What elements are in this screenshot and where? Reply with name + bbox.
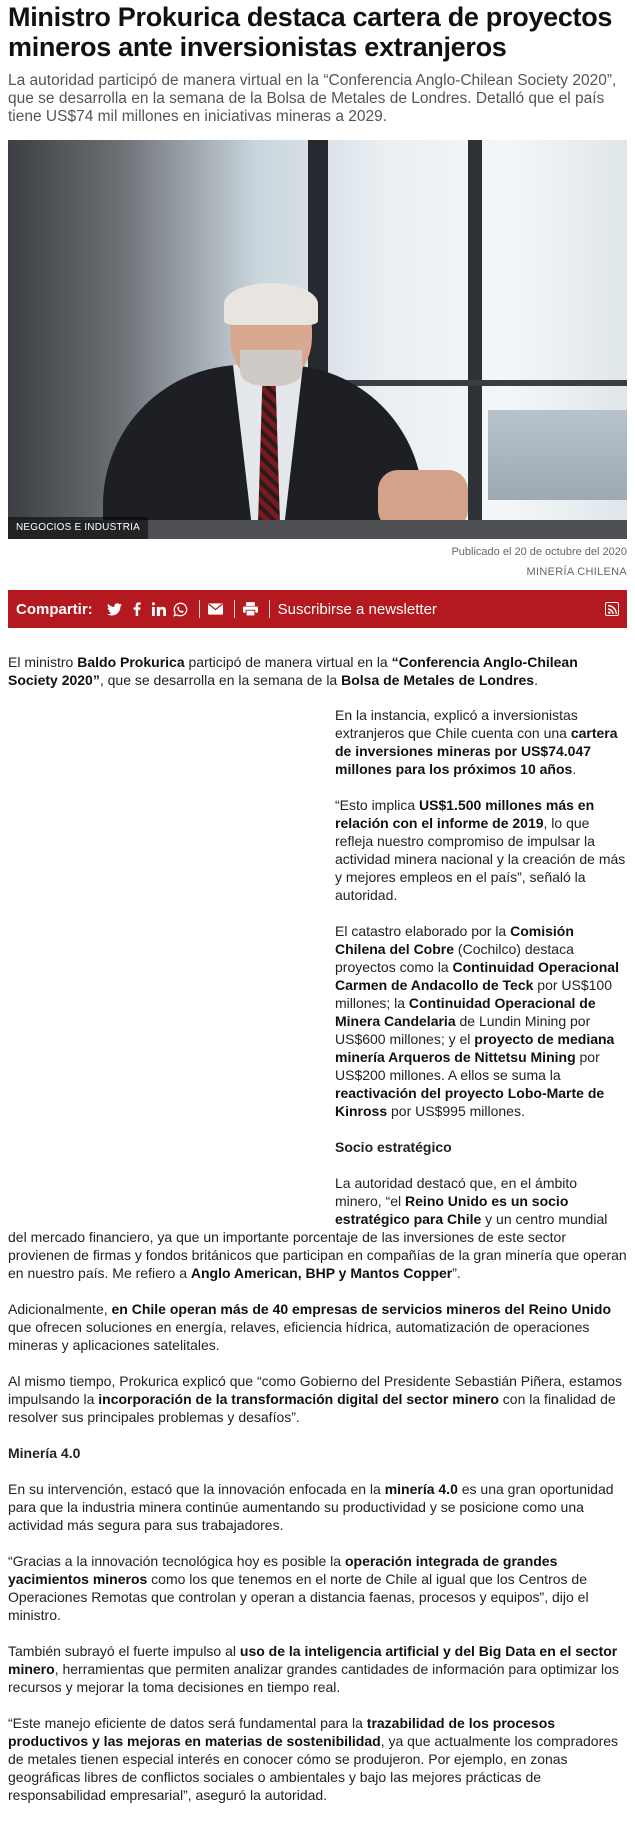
linkedin-icon[interactable] bbox=[151, 601, 167, 617]
section-heading: Socio estratégico bbox=[335, 1139, 452, 1155]
category-tag[interactable]: NEGOCIOS E INDUSTRIA bbox=[8, 517, 148, 539]
divider bbox=[199, 600, 200, 618]
paragraph-continuation: del mercado financiero, ya que un importante porcentaje de las inversiones de este sector provienen de firmas y fondos británicos que participan en compañías de la gran minería que operan en nuestro país. Me refiero a Anglo American, BHP y Mantos Copper”. bbox=[8, 1229, 627, 1281]
paragraph: El ministro Baldo Prokurica participó de manera virtual en la “Conferencia Anglo-Chilean Society 2020”, que se desarrolla en la semana de la Bolsa de Metales de Londres. bbox=[8, 654, 578, 688]
email-icon[interactable] bbox=[208, 601, 224, 617]
article-body bbox=[8, 653, 627, 1804]
twitter-icon[interactable] bbox=[107, 601, 123, 617]
newsletter-link[interactable]: Suscribirse a newsletter bbox=[277, 600, 437, 618]
lead-paragraph: La autoridad participó de manera virtual en la “Conferencia Anglo-Chilean Society 2020”, que se desarrolla en la semana de la Bolsa de Metales de Londres. Detalló que el país tiene US$74 mil millones en iniciativas mineras a 2029. bbox=[8, 72, 617, 125]
rss-icon[interactable] bbox=[605, 602, 619, 616]
paragraph: “Gracias a la innovación tecnológica hoy es posible la operación integrada de grandes yacimientos mineros como los que tenemos en el norte de Chile al igual que los Centros de Operaciones Remotas que controlan y operan a distancia faenas, procesos y equipos”, dijo el ministro. bbox=[8, 1553, 589, 1623]
share-bar bbox=[8, 590, 627, 628]
article-container bbox=[8, 0, 627, 1804]
headline: Ministro Prokurica destaca cartera de proyectos mineros ante inversionistas extranjeros bbox=[8, 2, 613, 62]
print-icon[interactable] bbox=[243, 601, 259, 617]
paragraph: En su intervención, estacó que la innovación enfocada en la minería 4.0 es una gran oportunidad para que la industria minera continúe aumentando su productividad y se posicione como una actividad más segura para sus trabajadores. bbox=[8, 1481, 614, 1533]
section-heading: Minería 4.0 bbox=[8, 1445, 81, 1461]
source-label: MINERÍA CHILENA bbox=[526, 566, 627, 578]
indented-block bbox=[335, 706, 627, 1228]
paragraph: En la instancia, explicó a inversionistas extranjeros que Chile cuenta con una cartera de inversiones mineras por US$74.047 millones para los próximos 10 años. bbox=[335, 707, 618, 777]
paragraph: También subrayó el fuerte impulso al uso de la inteligencia artificial y del Big Data en el sector minero, herramientas que permiten analizar grandes cantidades de información para optimizar los recursos y mejorar la toma decisiones en tiempo real. bbox=[8, 1643, 619, 1695]
facebook-icon[interactable] bbox=[129, 601, 145, 617]
paragraph: Adicionalmente, en Chile operan más de 40 empresas de servicios mineros del Reino Unido que ofrecen soluciones en energía, relaves, eficiencia hídrica, automatización de operaciones mineras y aplicaciones satelitales. bbox=[8, 1301, 612, 1353]
paragraph: “Este manejo eficiente de datos será fundamental para la trazabilidad de los procesos productivos y las mejoras en materias de sostenibilidad, ya que actualmente los compradores de metales tienen especial interés en conocer cómo se produjeron. Por ejemplo, en zonas geográficas libres de conflictos sociales o ambientales y bajo las mejores prácticas de responsabilidad empresarial”, aseguró la autoridad. bbox=[8, 1715, 619, 1803]
paragraph: “Esto implica US$1.500 millones más en relación con el informe de 2019, lo que refleja nuestro compromiso de impulsar la actividad minera nacional y la creación de más y mejores empleos en el país”, señaló la autoridad. bbox=[335, 797, 626, 903]
paragraph: La autoridad destacó que, en el ámbito minero, “el Reino Unido es un socio estratégico para Chile y un centro mundial bbox=[335, 1175, 608, 1227]
divider bbox=[269, 600, 270, 618]
divider bbox=[234, 600, 235, 618]
published-date: Publicado el 20 de octubre del 2020 bbox=[451, 546, 627, 558]
share-label: Compartir: bbox=[16, 600, 93, 618]
paragraph: El catastro elaborado por la Comisión Chilena del Cobre (Cochilco) destaca proyectos como la Continuidad Operacional Carmen de Andacollo de Teck por US$100 millones; la Continuidad Operacional de Minera Candelaria de Lundin Mining por US$600 millones; y el proyecto de mediana minería Arqueros de Nittetsu Mining por US$200 millones. A ellos se suma la reactivación del proyecto Lobo-Marte de Kinross por US$995 millones. bbox=[335, 923, 619, 1119]
hero-photo bbox=[8, 140, 627, 539]
paragraph: Al mismo tiempo, Prokurica explicó que “como Gobierno del Presidente Sebastián Piñera, estamos impulsando la incorporación de la transformación digital del sector minero con la finalidad de resolver sus principales problemas y desafíos”. bbox=[8, 1373, 622, 1425]
whatsapp-icon[interactable] bbox=[173, 601, 189, 617]
